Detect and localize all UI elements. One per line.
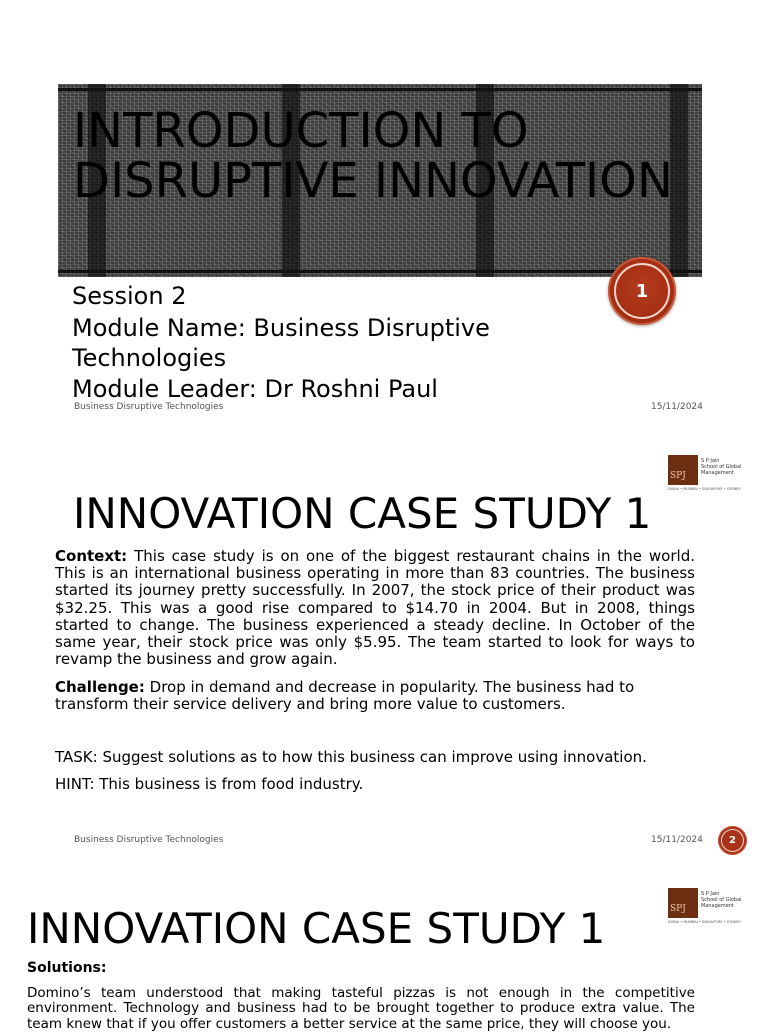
- slide-2-footer-date: 15/11/2024: [651, 835, 703, 845]
- module-name-continued: Technologies: [72, 344, 227, 372]
- slide-1-footer-title: Business Disruptive Technologies: [74, 402, 224, 412]
- module-leader: Module Leader: Dr Roshni Paul: [72, 375, 438, 403]
- challenge-paragraph: [55, 679, 695, 713]
- context-text: This case study is on one of the biggest restaurant chains in the world. This is an international business operating in more than 83 countries. The business started its journey pretty successfully. In 2007, the stock price of their product was $32.25. This was a good rise compared to $14.70 in 2004. But in 2008, things started to change. The business experienced a steady decline. In October of the same year, their stock price was only $5.95. The team started to look for ways to revamp the business and grow again.: [55, 547, 695, 669]
- banner-top-rule: [58, 88, 702, 91]
- module-name: Module Name: Business Disruptive: [72, 314, 490, 342]
- logo-cities: DUBAI • MUMBAI • SINGAPORE • SYDNEY: [668, 487, 741, 491]
- slide-2-title: INNOVATION CASE STUDY 1: [73, 489, 652, 538]
- slide-2-number: 2: [721, 829, 744, 852]
- challenge-text: Drop in demand and decrease in popularity. The business had to transform their service delivery and bring more value to customers.: [55, 678, 635, 714]
- slide-number-badge: [608, 257, 676, 325]
- hint-text: HINT: This business is from food industry.: [55, 775, 364, 793]
- context-paragraph: [55, 548, 695, 668]
- slide-3-title: INNOVATION CASE STUDY 1: [27, 904, 606, 953]
- logo-wordmark: S P Jain School of Global Management: [701, 891, 742, 909]
- banner-bottom-rule: [58, 270, 702, 273]
- slide-2-number-badge: [718, 826, 747, 855]
- school-logo: [668, 455, 744, 493]
- task-text: TASK: Suggest solutions as to how this business can improve using innovation.: [55, 748, 647, 766]
- school-logo-2: [668, 888, 744, 926]
- logo-wordmark: S P Jain School of Global Management: [701, 458, 742, 476]
- logo-cities: DUBAI • MUMBAI • SINGAPORE • SYDNEY: [668, 920, 741, 924]
- logo-mark-text: SPJ: [670, 904, 686, 914]
- slide-2-footer-title: Business Disruptive Technologies: [74, 835, 224, 845]
- solutions-label: Solutions:: [27, 960, 107, 976]
- slide-number: 1: [614, 263, 670, 319]
- solutions-text: Domino’s team understood that making tasteful pizzas is not enough in the competitive environment. Technology and business had to be brought together to produce extra value. The team knew that if you offer customers a better service at the same price, they will choose you.: [27, 985, 695, 1032]
- slide-1-title: INTRODUCTION TO DISRUPTIVE INNOVATION: [73, 103, 673, 209]
- context-label: Context:: [55, 547, 128, 565]
- slide-1-footer-date: 15/11/2024: [651, 402, 703, 412]
- challenge-label: Challenge:: [55, 678, 145, 696]
- logo-mark-text: SPJ: [670, 471, 686, 481]
- session-label: Session 2: [72, 282, 187, 310]
